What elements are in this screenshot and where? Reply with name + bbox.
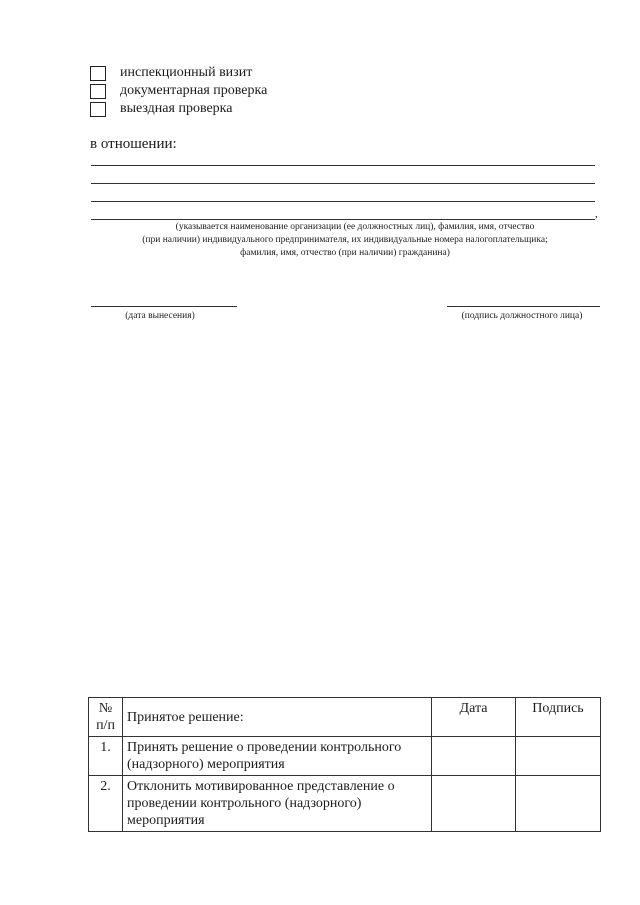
option-label: инспекционный визит [120,65,253,80]
caption-line: фамилия, имя, отчество (при наличии) гражданина) [240,248,450,258]
row-signature-cell[interactable] [516,776,601,832]
signature-caption: (подпись должностного лица) [461,311,583,321]
row-date-cell[interactable] [432,776,516,832]
option-label: документарная проверка [120,83,268,98]
option-inspection-visit[interactable] [90,64,252,82]
header-date: Дата [432,698,516,737]
row-num: 2. [89,776,123,832]
option-documentary-check[interactable] [90,82,267,100]
table-row [89,737,601,776]
table-header-row [89,698,601,737]
option-label: выездная проверка [120,101,233,116]
row-signature-cell[interactable] [516,737,601,776]
header-decision: Принятое решение: [123,698,432,737]
row-decision: Отклонить мотивированное представление о проведении контрольного (надзорного) мероприятия [123,776,432,832]
checkbox[interactable] [90,102,106,117]
date-caption: (дата вынесения) [125,311,195,321]
row-num: 1. [89,737,123,776]
header-num: № п/п [89,698,123,737]
decision-table [88,697,601,832]
header-signature: Подпись [516,698,601,737]
date-input-line[interactable] [91,306,237,307]
subject-input-line-3[interactable] [91,201,595,202]
option-onsite-check[interactable] [90,100,233,118]
table-row [89,776,601,832]
signature-input-line[interactable] [447,306,600,307]
checkbox[interactable] [90,66,106,81]
subject-input-line-2[interactable] [91,183,595,184]
subject-caption [90,221,600,260]
row-decision: Принять решение о проведении контрольного (надзорного) мероприятия [123,737,432,776]
trailing-comma: , [595,208,598,220]
subject-input-line-4[interactable] [91,219,595,220]
caption-line: (при наличии) индивидуального предпринимателя, их индивидуальные номера налогоплательщика; [142,235,548,245]
subject-label: в отношении: [90,136,177,152]
row-date-cell[interactable] [432,737,516,776]
caption-line: (указывается наименование организации (ее должностных лиц), фамилия, имя, отчество [175,222,535,232]
checkbox[interactable] [90,84,106,99]
subject-input-line-1[interactable] [91,165,595,166]
